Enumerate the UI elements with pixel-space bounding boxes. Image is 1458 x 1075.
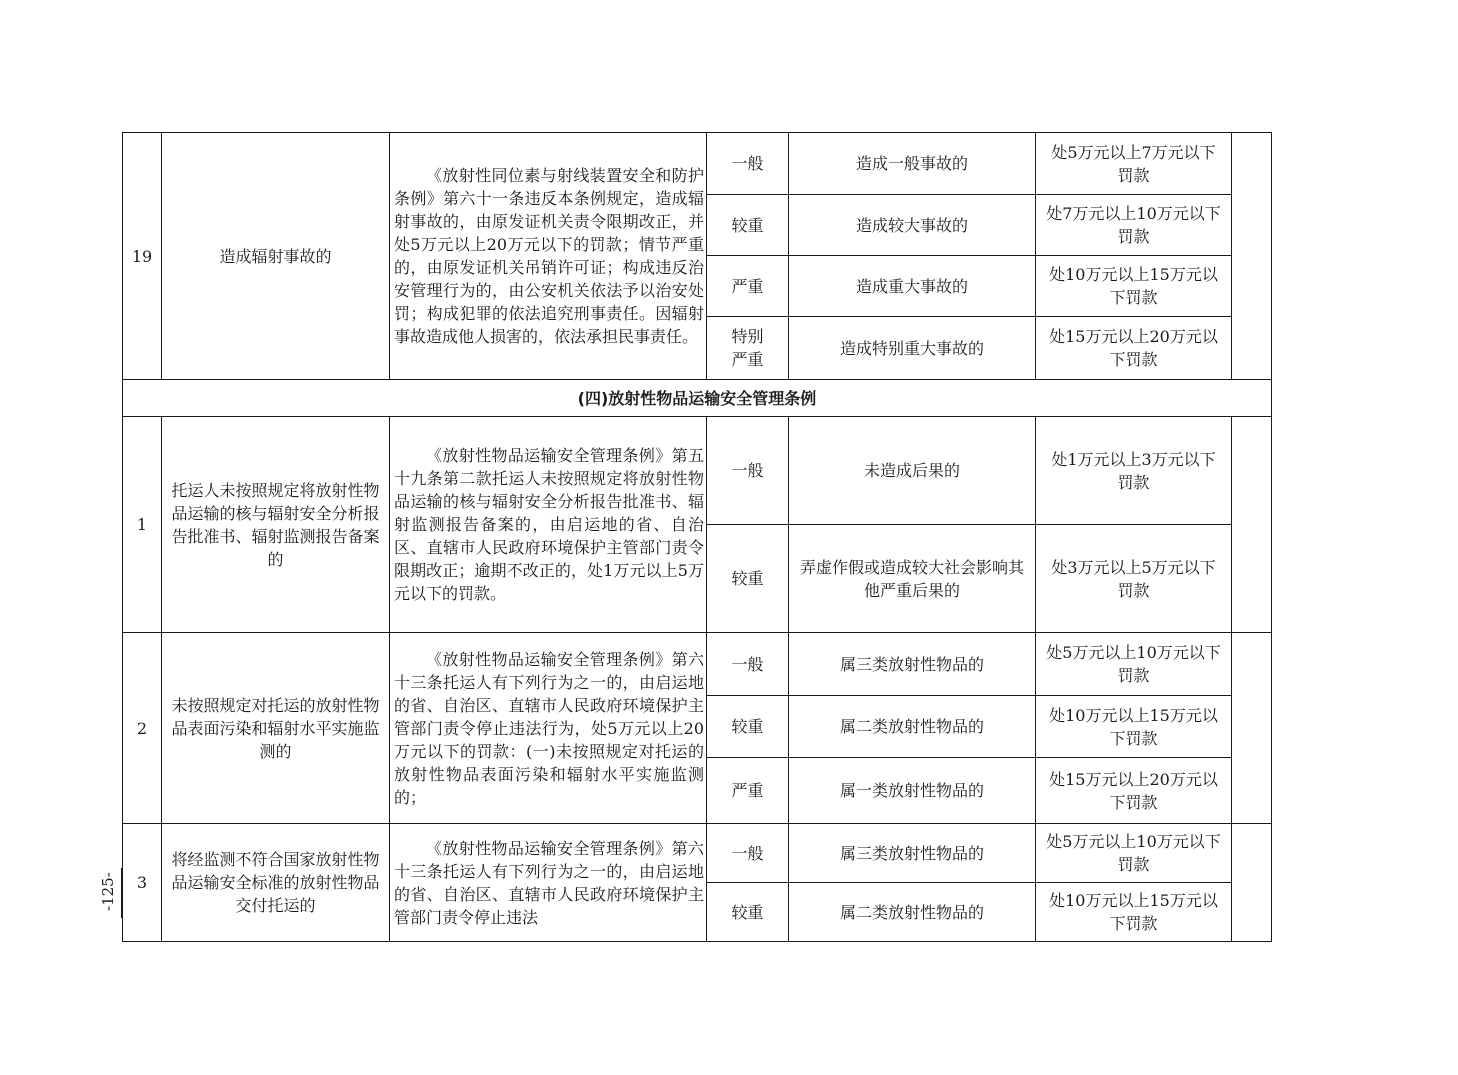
circumstance: 属二类放射性物品的 [789, 696, 1036, 758]
circumstance: 造成特别重大事故的 [789, 317, 1036, 380]
table-row [123, 417, 1272, 525]
circumstance: 造成重大事故的 [789, 256, 1036, 317]
fine-standard: 处5万元以上10万元以下罚款 [1036, 633, 1232, 696]
circumstance: 造成一般事故的 [789, 133, 1036, 195]
circumstance: 属三类放射性物品的 [789, 824, 1036, 883]
fine-standard: 处5万元以上7万元以下罚款 [1036, 133, 1232, 195]
circumstance: 造成较大事故的 [789, 195, 1036, 256]
violation-description: 未按照规定对托运的放射性物品表面污染和辐射水平实施监测的 [162, 633, 390, 824]
violation-description: 造成辐射事故的 [162, 133, 390, 380]
severity-level: 严重 [707, 256, 789, 317]
fine-standard: 处15万元以上20万元以下罚款 [1036, 758, 1232, 824]
severity-level: 较重 [707, 525, 789, 633]
remarks-cell [1232, 417, 1272, 633]
severity-level: 较重 [707, 195, 789, 256]
remarks-cell [1232, 824, 1272, 942]
severity-level: 较重 [707, 883, 789, 942]
section-title: (四)放射性物品运输安全管理条例 [123, 380, 1272, 417]
fine-standard: 处1万元以上3万元以下罚款 [1036, 417, 1232, 525]
severity-level: 一般 [707, 633, 789, 696]
remarks-cell [1232, 133, 1272, 380]
fine-standard: 处15万元以上20万元以下罚款 [1036, 317, 1232, 380]
item-number: 19 [123, 133, 162, 380]
violation-description: 将经监测不符合国家放射性物品运输安全标准的放射性物品交付托运的 [162, 824, 390, 942]
remarks-cell [1232, 633, 1272, 824]
circumstance: 属二类放射性物品的 [789, 883, 1036, 942]
legal-basis: 《放射性物品运输安全管理条例》第六十三条托运人有下列行为之一的，由启运地的省、自治区、直辖市人民政府环境保护主管部门责令停止违法行为，处5万元以上20万元以下的罚款：(一)未按照规定对托运的放射性物品表面污染和辐射水平实施监测的； [390, 633, 707, 824]
table-row [123, 824, 1272, 883]
item-number: 3 [123, 824, 162, 942]
severity-level: 一般 [707, 133, 789, 195]
legal-basis: 《放射性物品运输安全管理条例》第六十三条托运人有下列行为之一的，由启运地的省、自治区、直辖市人民政府环境保护主管部门责令停止违法 [390, 824, 707, 942]
fine-standard: 处5万元以上10万元以下罚款 [1036, 824, 1232, 883]
circumstance: 弄虚作假或造成较大社会影响其他严重后果的 [789, 525, 1036, 633]
severity-level: 较重 [707, 696, 789, 758]
severity-level: 特别严重 [707, 317, 789, 380]
section-header-row [123, 380, 1272, 417]
circumstance: 属三类放射性物品的 [789, 633, 1036, 696]
fine-standard: 处10万元以上15万元以下罚款 [1036, 696, 1232, 758]
violation-description: 托运人未按照规定将放射性物品运输的核与辐射安全分析报告批准书、辐射监测报告备案的 [162, 417, 390, 633]
circumstance: 属一类放射性物品的 [789, 758, 1036, 824]
legal-basis: 《放射性物品运输安全管理条例》第五十九条第二款托运人未按照规定将放射性物品运输的核与辐射安全分析报告批准书、辐射监测报告备案的，由启运地的省、自治区、直辖市人民政府环境保护主管部门责令限期改正；逾期不改正的，处1万元以上5万元以下的罚款。 [390, 417, 707, 633]
severity-level: 一般 [707, 417, 789, 525]
fine-standard: 处10万元以上15万元以下罚款 [1036, 883, 1232, 942]
penalty-discretion-table [122, 132, 1272, 942]
table-row [123, 633, 1272, 696]
fine-standard: 处3万元以上5万元以下罚款 [1036, 525, 1232, 633]
item-number: 2 [123, 633, 162, 824]
severity-level: 严重 [707, 758, 789, 824]
fine-standard: 处10万元以上15万元以下罚款 [1036, 256, 1232, 317]
table-row [123, 133, 1272, 195]
page-number: -125- [99, 872, 117, 912]
legal-basis: 《放射性同位素与射线装置安全和防护条例》第六十一条违反本条例规定，造成辐射事故的，由原发证机关责令限期改正，并处5万元以上20万元以下的罚款；情节严重的，由原发证机关吊销许可证；构成违反治安管理行为的，由公安机关依法予以治安处罚；构成犯罪的依法追究刑事责任。因辐射事故造成他人损害的，依法承担民事责任。 [390, 133, 707, 380]
circumstance: 未造成后果的 [789, 417, 1036, 525]
item-number: 1 [123, 417, 162, 633]
severity-level: 一般 [707, 824, 789, 883]
fine-standard: 处7万元以上10万元以下罚款 [1036, 195, 1232, 256]
